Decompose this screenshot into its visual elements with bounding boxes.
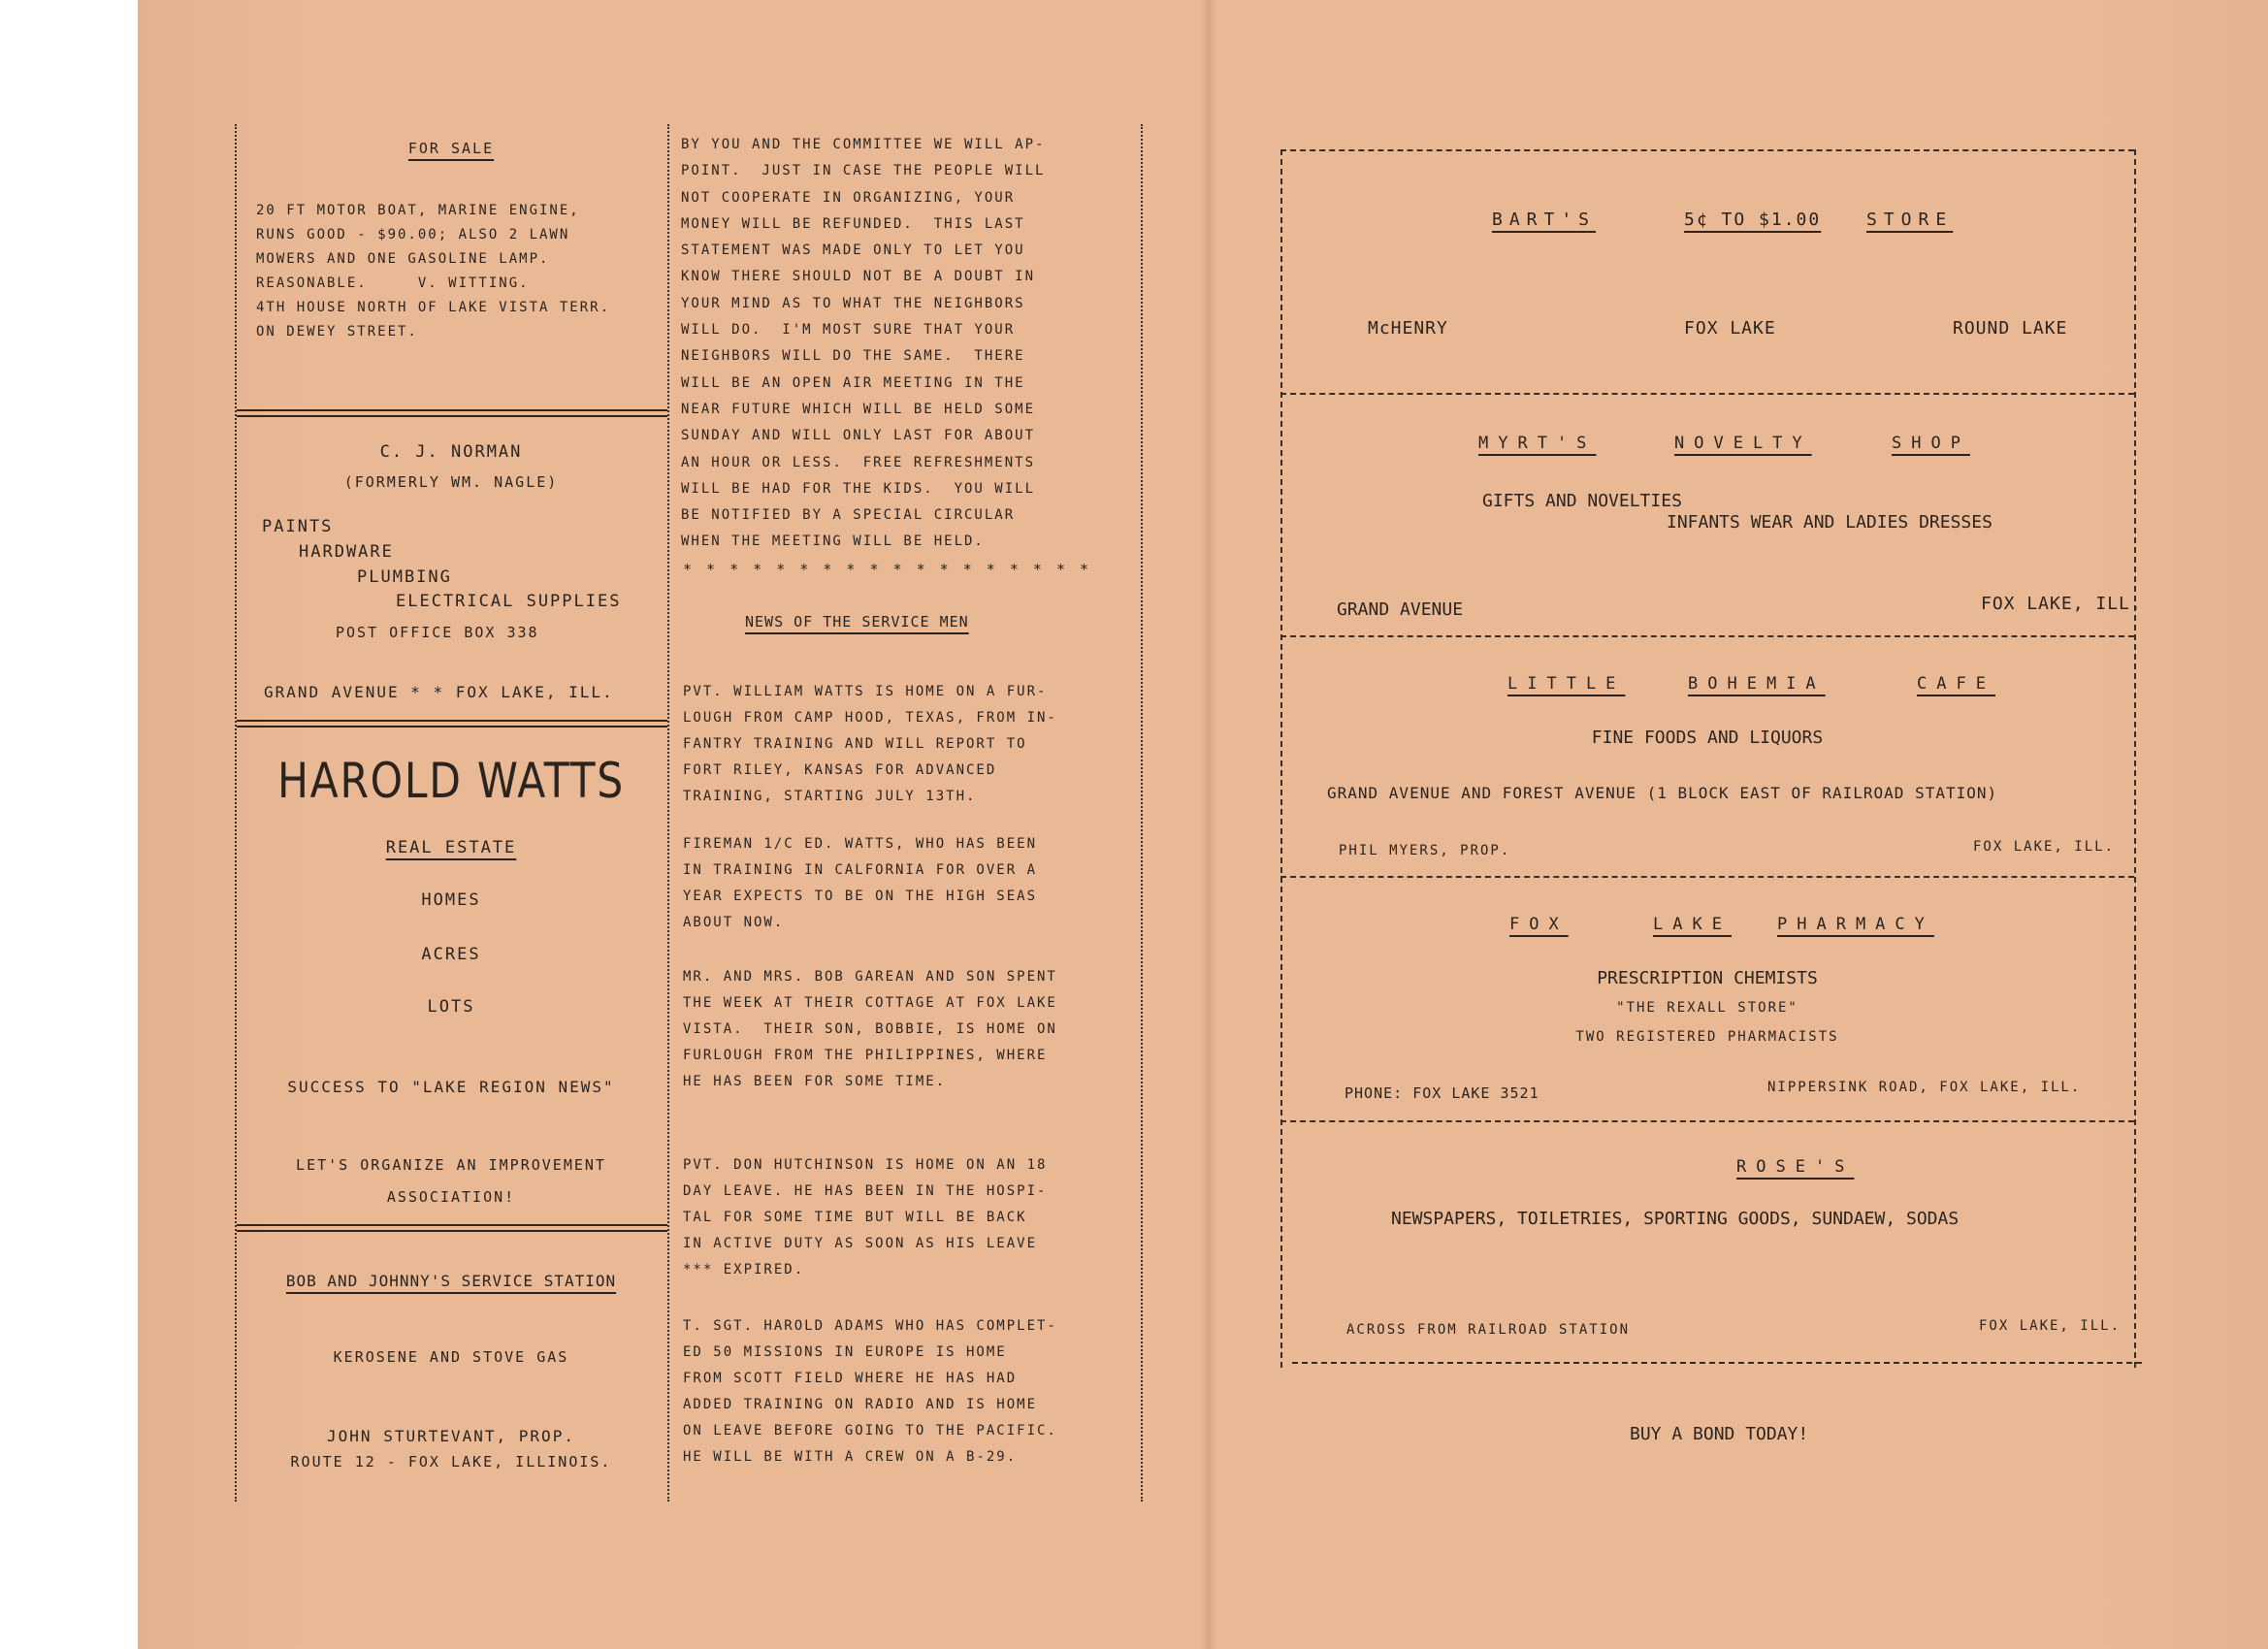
watts-item: ACRES	[421, 945, 481, 964]
norman-item: ELECTRICAL SUPPLIES	[396, 592, 622, 611]
myrts-word: MYRT'S	[1478, 434, 1597, 453]
myrts-word: SHOP	[1892, 434, 1970, 453]
barts-location: FOX LAKE	[1684, 318, 1776, 339]
pharmacy-word: FOX	[1509, 915, 1569, 934]
roses-name: ROSE'S	[1736, 1157, 1855, 1177]
newsletter-sheet	[138, 0, 2268, 1649]
roses-city: FOX LAKE, ILL.	[1979, 1318, 2122, 1334]
pharmacy-line: PRESCRIPTION CHEMISTS	[1597, 968, 1818, 988]
for-sale-line: 4TH HOUSE NORTH OF LAKE VISTA TERR.	[256, 300, 611, 315]
myrts-line: INFANTS WEAR AND LADIES DRESSES	[1667, 512, 1993, 533]
watts-item: LOTS	[427, 997, 475, 1017]
box-border-bottom	[1292, 1362, 2142, 1364]
box-divider	[1280, 876, 2134, 878]
paragraph-line: WILL BE AN OPEN AIR MEETING IN THE	[681, 374, 1025, 391]
barts-location: ROUND LAKE	[1953, 318, 2068, 339]
myrts-city: FOX LAKE, ILL.	[1981, 594, 2142, 614]
paragraph-line: SUNDAY AND WILL ONLY LAST FOR ABOUT	[681, 428, 1036, 444]
organize-line-1: LET'S ORGANIZE AN IMPROVEMENT	[296, 1156, 606, 1174]
norman-name: C. J. NORMAN	[379, 442, 523, 462]
section-divider	[237, 1224, 667, 1232]
real-estate-heading: REAL ESTATE	[385, 838, 517, 857]
news-line: YEAR EXPECTS TO BE ON THE HIGH SEAS	[683, 889, 1038, 904]
news-line: HE WILL BE WITH A CREW ON A B-29.	[683, 1449, 1018, 1465]
bohemia-line: FINE FOODS AND LIQUORS	[1591, 728, 1824, 748]
news-item-3	[683, 964, 1057, 1095]
paragraph-line: NOT COOPERATE IN ORGANIZING, YOUR	[681, 189, 1016, 206]
box-divider	[1280, 1120, 2134, 1122]
news-line: TRAINING, STARTING JULY 13TH.	[683, 789, 977, 804]
news-item-5	[683, 1313, 1057, 1471]
paragraph-line: KNOW THERE SHOULD NOT BE A DOUBT IN	[681, 269, 1036, 285]
news-line: ED 50 MISSIONS IN EUROPE IS HOME	[683, 1344, 1007, 1360]
news-line: FORT RILEY, KANSAS FOR ADVANCED	[683, 762, 997, 778]
news-line: ADDED TRAINING ON RADIO AND IS HOME	[683, 1397, 1038, 1412]
barts-location: McHENRY	[1368, 318, 1448, 339]
paragraph-line: WILL BE HAD FOR THE KIDS. YOU WILL	[681, 480, 1036, 497]
for-sale-text	[256, 199, 610, 344]
paragraph-line: STATEMENT WAS MADE ONLY TO LET YOU	[681, 242, 1025, 259]
bohemia-word: BOHEMIA	[1688, 674, 1826, 694]
paragraph-line: NEAR FUTURE WHICH WILL BE HELD SOME	[681, 401, 1036, 417]
news-line: ABOUT NOW.	[683, 915, 785, 930]
paragraph-line: MONEY WILL BE REFUNDED. THIS LAST	[681, 215, 1025, 232]
news-line: MR. AND MRS. BOB GAREAN AND SON SPENT	[683, 969, 1057, 985]
for-sale-line: REASONABLE. V. WITTING.	[256, 275, 530, 291]
bohemia-word: LITTLE	[1507, 674, 1626, 694]
news-line: *** EXPIRED.	[683, 1262, 805, 1277]
column-divider-2	[1141, 124, 1143, 1502]
box-border-top	[1280, 149, 2134, 151]
news-line: HE HAS BEEN FOR SOME TIME.	[683, 1074, 947, 1089]
myrts-word: NOVELTY	[1674, 434, 1812, 453]
for-sale-line: MOWERS AND ONE GASOLINE LAMP.	[256, 251, 550, 267]
column-divider-1	[667, 124, 669, 1502]
news-line: IN ACTIVE DUTY AS SOON AS HIS LEAVE	[683, 1236, 1038, 1251]
buy-bond-slogan: BUY A BOND TODAY!	[1630, 1424, 1809, 1444]
news-line: FANTRY TRAINING AND WILL REPORT TO	[683, 736, 1027, 752]
for-sale-line: 20 FT MOTOR BOAT, MARINE ENGINE,	[256, 203, 580, 218]
box-divider	[1280, 635, 2134, 637]
paragraph-line: POINT. JUST IN CASE THE PEOPLE WILL	[681, 163, 1046, 179]
news-line: FIREMAN 1/C ED. WATTS, WHO HAS BEEN	[683, 836, 1038, 852]
news-line: IN TRAINING IN CALFORNIA FOR OVER A	[683, 862, 1038, 878]
news-item-1	[683, 679, 1057, 810]
section-divider	[237, 720, 667, 728]
news-line: T. SGT. HAROLD ADAMS WHO HAS COMPLET-	[683, 1318, 1057, 1334]
pharmacy-line: "THE REXALL STORE"	[1616, 1000, 1798, 1016]
news-line: ON LEAVE BEFORE GOING TO THE PACIFIC.	[683, 1423, 1057, 1439]
organize-line-2: ASSOCIATION!	[386, 1188, 516, 1206]
paragraph-line: BY YOU AND THE COMMITTEE WE WILL AP-	[681, 137, 1046, 152]
barts-price: 5¢ TO $1.00	[1684, 210, 1822, 230]
barts-name: BART'S	[1492, 210, 1597, 230]
success-line: SUCCESS TO "LAKE REGION NEWS"	[287, 1078, 615, 1096]
station-prop: JOHN STURTEVANT, PROP.	[327, 1427, 575, 1445]
for-sale-heading: FOR SALE	[407, 140, 495, 157]
paragraph-line: NEIGHBORS WILL DO THE SAME. THERE	[681, 348, 1025, 365]
for-sale-line: ON DEWEY STREET.	[256, 324, 418, 340]
norman-item: PAINTS	[262, 517, 334, 536]
station-products: KEROSENE AND STOVE GAS	[333, 1348, 569, 1366]
harold-watts-name: HAROLD WATTS	[277, 753, 625, 809]
news-line: TAL FOR SOME TIME BUT WILL BE BACK	[683, 1210, 1027, 1225]
bohemia-address: GRAND AVENUE AND FOREST AVENUE (1 BLOCK EAST OF RAILROAD STATION)	[1327, 784, 1998, 802]
section-divider	[237, 409, 667, 417]
pharmacy-word: PHARMACY	[1777, 915, 1934, 934]
committee-paragraph	[681, 132, 1045, 556]
pharmacy-phone: PHONE: FOX LAKE 3521	[1345, 1084, 1539, 1102]
pharmacy-line: TWO REGISTERED PHARMACISTS	[1575, 1029, 1839, 1045]
news-heading: NEWS OF THE SERVICE MEN	[745, 613, 969, 630]
pharmacy-address: NIPPERSINK ROAD, FOX LAKE, ILL.	[1767, 1080, 2082, 1095]
box-border-left	[1280, 149, 1282, 1368]
roses-line: NEWSPAPERS, TOILETRIES, SPORTING GOODS, SUNDAEW, SODAS	[1391, 1209, 1960, 1229]
paragraph-line: YOUR MIND AS TO WHAT THE NEIGHBORS	[681, 295, 1025, 311]
service-station-title: BOB AND JOHNNY'S SERVICE STATION	[285, 1272, 617, 1290]
paragraph-line: AN HOUR OR LESS. FREE REFRESHMENTS	[681, 454, 1036, 470]
left-border-line	[235, 124, 237, 1502]
barts-store: STORE	[1866, 210, 1954, 230]
news-item-4	[683, 1152, 1047, 1283]
star-divider: * * * * * * * * * * * * * * * * * *	[683, 561, 1092, 578]
news-line: PVT. WILLIAM WATTS IS HOME ON A FUR-	[683, 684, 1048, 699]
box-border-right	[2134, 149, 2136, 1368]
box-divider	[1280, 393, 2134, 395]
news-line: DAY LEAVE. HE HAS BEEN IN THE HOSPI-	[683, 1183, 1048, 1199]
myrts-address: GRAND AVENUE	[1337, 599, 1464, 620]
page-fold	[1200, 0, 1217, 1649]
pharmacy-word: LAKE	[1653, 915, 1732, 934]
news-line: VISTA. THEIR SON, BOBBIE, IS HOME ON	[683, 1021, 1057, 1037]
norman-address: GRAND AVENUE * * FOX LAKE, ILL.	[264, 683, 614, 701]
norman-po-box: POST OFFICE BOX 338	[336, 624, 539, 641]
news-line: FROM SCOTT FIELD WHERE HE HAS HAD	[683, 1371, 1018, 1386]
norman-item: PLUMBING	[357, 567, 452, 587]
norman-item: HARDWARE	[299, 542, 394, 562]
paragraph-line: BE NOTIFIED BY A SPECIAL CIRCULAR	[681, 507, 1016, 524]
news-line: PVT. DON HUTCHINSON IS HOME ON AN 18	[683, 1157, 1048, 1173]
station-route: ROUTE 12 - FOX LAKE, ILLINOIS.	[290, 1453, 612, 1471]
news-item-2	[683, 831, 1037, 936]
news-line: LOUGH FROM CAMP HOOD, TEXAS, FROM IN-	[683, 710, 1057, 726]
norman-formerly: (FORMERLY WM. NAGLE)	[343, 473, 559, 491]
paragraph-line: WHEN THE MEETING WILL BE HELD.	[681, 534, 985, 550]
roses-address: ACROSS FROM RAILROAD STATION	[1346, 1322, 1631, 1338]
myrts-line: GIFTS AND NOVELTIES	[1482, 491, 1682, 511]
bohemia-city: FOX LAKE, ILL.	[1973, 839, 2116, 855]
bohemia-prop: PHIL MYERS, PROP.	[1339, 843, 1511, 858]
paragraph-line: WILL DO. I'M MOST SURE THAT YOUR	[681, 322, 1016, 339]
news-line: THE WEEK AT THEIR COTTAGE AT FOX LAKE	[683, 995, 1057, 1011]
for-sale-line: RUNS GOOD - $90.00; ALSO 2 LAWN	[256, 227, 570, 242]
watts-item: HOMES	[421, 890, 481, 910]
news-line: FURLOUGH FROM THE PHILIPPINES, WHERE	[683, 1048, 1048, 1063]
bohemia-word: CAFE	[1917, 674, 1995, 694]
